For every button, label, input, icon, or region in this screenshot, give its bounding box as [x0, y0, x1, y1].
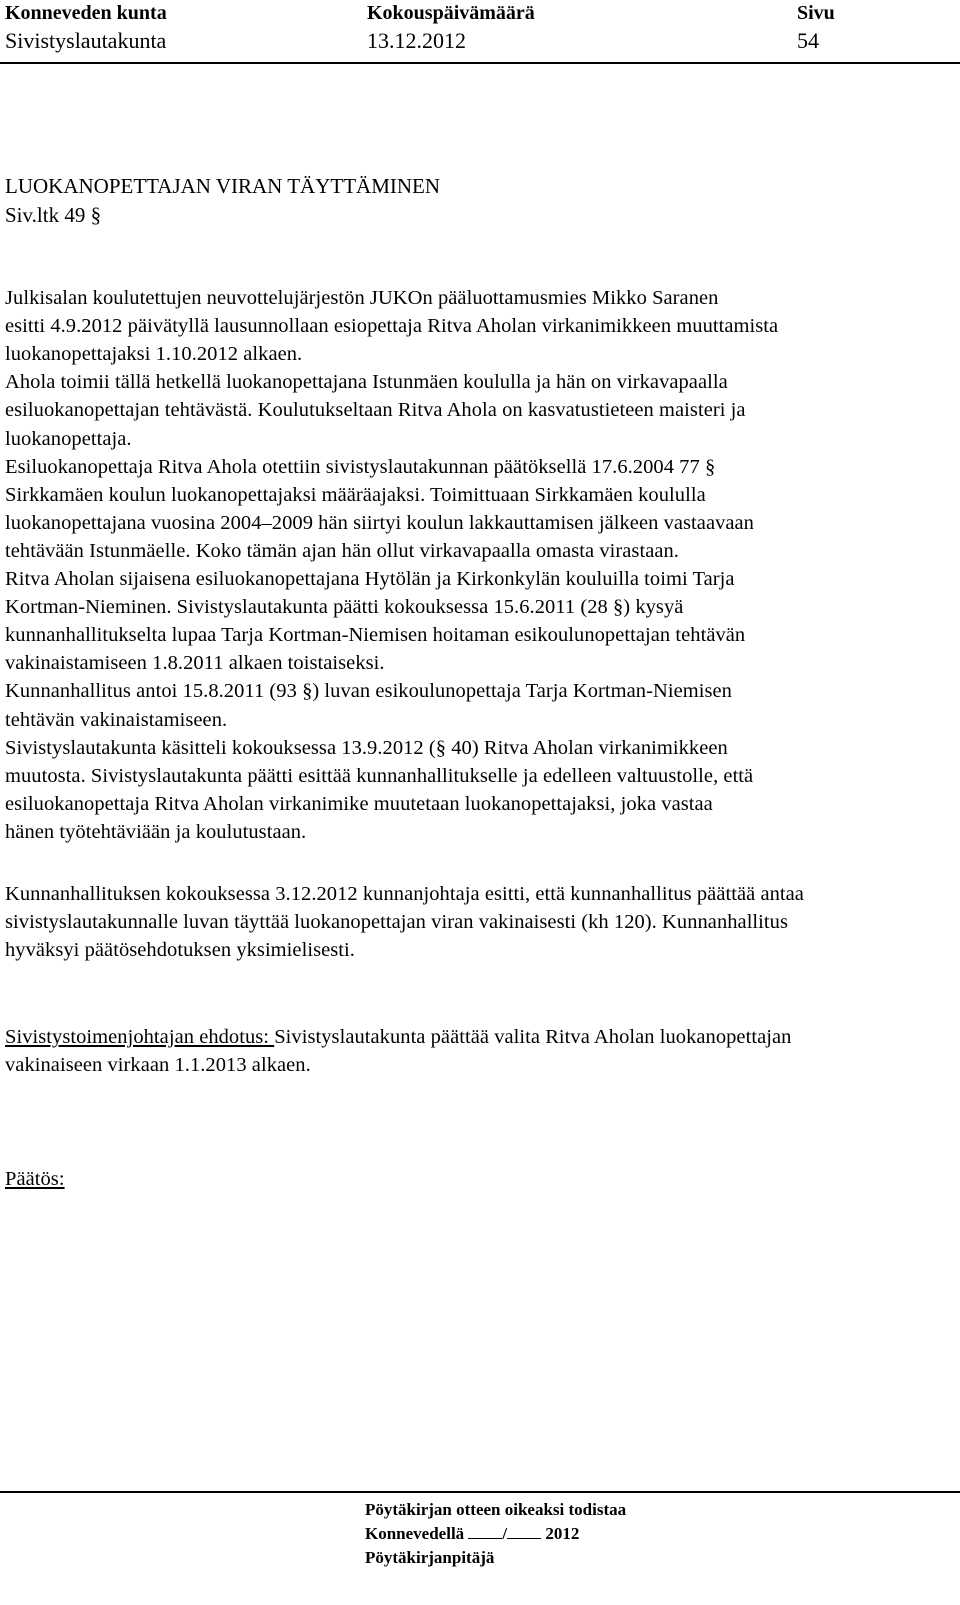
- section-reference: Siv.ltk 49 §: [5, 203, 102, 227]
- proposal-line-2: vakinaiseen virkaan 1.1.2013 alkaen.: [5, 1054, 311, 1076]
- proposal-label: Sivistystoimenjohtajan ehdotus:: [5, 1026, 275, 1048]
- decision-label: Päätös:: [5, 1168, 65, 1190]
- body-text-line: hänen työtehtäviään ja koulutustaan.: [5, 820, 307, 843]
- body-text-line: Ahola toimii tällä hetkellä luokanopettajana Istunmäen koululla ja hän on virkavapaalla: [5, 371, 728, 394]
- body-text-line: Esiluokanopettaja Ritva Ahola otettiin sivistyslautakunnan päätöksellä 17.6.2004 77 §: [5, 455, 716, 478]
- header-rule: [0, 62, 960, 64]
- body-text-line: Julkisalan koulutettujen neuvottelujärjestön JUKOn pääluottamusmies Mikko Saranen: [5, 287, 719, 309]
- proposal-line-1: [5, 1026, 791, 1049]
- section-title: LUOKANOPETTAJAN VIRAN TÄYTTÄMINEN: [5, 174, 441, 198]
- body-text-line: vakinaistamiseen 1.8.2011 alkaen toistaiseksi.: [5, 652, 385, 675]
- body-text-line: Sivistyslautakunta käsitteli kokouksessa 13.9.2012 (§ 40) Ritva Aholan virkanimikkeen: [5, 736, 728, 759]
- board-decision-line: Kunnanhallituksen kokouksessa 3.12.2012 kunnanjohtaja esitti, että kunnanhallitus päättää antaa: [5, 883, 804, 905]
- certification-line: Pöytäkirjan otteen oikeaksi todistaa: [365, 1500, 627, 1519]
- body-text-line: Ritva Aholan sijaisena esiluokanopettajana Hytölän ja Kirkonkylän kouluilla toimi Tarja: [5, 568, 735, 590]
- municipality-name: Konneveden kunta: [5, 2, 167, 24]
- body-text-line: luokanopettajaksi 1.10.2012 alkaen.: [5, 343, 303, 366]
- body-text-line: esitti 4.9.2012 päivätyllä lausunnollaan esiopettaja Ritva Aholan virkanimikkeen muuttamista: [5, 315, 779, 338]
- body-text-line: Kunnanhallitus antoi 15.8.2011 (93 §) luvan esikoulunopettaja Tarja Kortman-Niemisen: [5, 680, 732, 703]
- month-blank: [507, 1524, 541, 1539]
- body-text-line: esiluokanopettajan tehtävästä. Koulutukseltaan Ritva Ahola on kasvatustieteen maisteri ja: [5, 399, 746, 422]
- date-separator: /: [502, 1524, 508, 1543]
- body-text-line: tehtävän vakinaistamiseen.: [5, 708, 228, 731]
- body-text-line: muutosta. Sivistyslautakunta päätti esittää kunnanhallitukselle ja edelleen valtuustolle, että: [5, 764, 754, 787]
- body-text-line: esiluokanopettaja Ritva Aholan virkanimike muutetaan luokanopettajaksi, joka vastaa: [5, 792, 713, 815]
- body-text-line: luokanopettajana vuosina 2004–2009 hän siirtyi koulun lakkauttamisen jälkeen vastaavaan: [5, 511, 754, 534]
- certification-place: Konnevedellä: [365, 1524, 465, 1543]
- board-decision-line: hyväksyi päätösehdotuksen yksimielisesti.: [5, 939, 355, 961]
- body-text-line: luokanopettaja.: [5, 427, 132, 450]
- certification-place-date: [365, 1524, 579, 1544]
- body-text-line: kunnanhallitukselta lupaa Tarja Kortman-Niemisen hoitaman esikoulunopettajan tehtävän: [5, 624, 746, 647]
- certification-year: 2012: [545, 1524, 580, 1543]
- day-blank: [468, 1524, 502, 1539]
- body-text-line: Sirkkamäen koulun luokanopettajaksi määräajaksi. Toimittuaan Sirkkamäen koululla: [5, 483, 706, 506]
- footer-rule: [0, 1491, 960, 1493]
- body-text-line: tehtävään Istunmäelle. Koko tämän ajan hän ollut virkavapaalla omasta virastaan.: [5, 539, 679, 562]
- page-number: 54: [797, 28, 819, 53]
- board-decision-line: sivistyslautakunnalle luvan täyttää luokanopettajan viran vakinaisesti (kh 120). Kunnanhallitus: [5, 911, 788, 933]
- page-label: Sivu: [797, 2, 835, 24]
- board-name: Sivistyslautakunta: [5, 28, 167, 53]
- proposal-text: Sivistyslautakunta päättää valita Ritva Aholan luokanopettajan: [274, 1026, 792, 1048]
- meeting-date-label: Kokouspäivämäärä: [367, 2, 535, 24]
- secretary-label: Pöytäkirjanpitäjä: [365, 1548, 495, 1567]
- meeting-date: 13.12.2012: [367, 28, 466, 53]
- body-text-line: Kortman-Nieminen. Sivistyslautakunta päätti kokouksessa 15.6.2011 (28 §) kysyä: [5, 596, 684, 619]
